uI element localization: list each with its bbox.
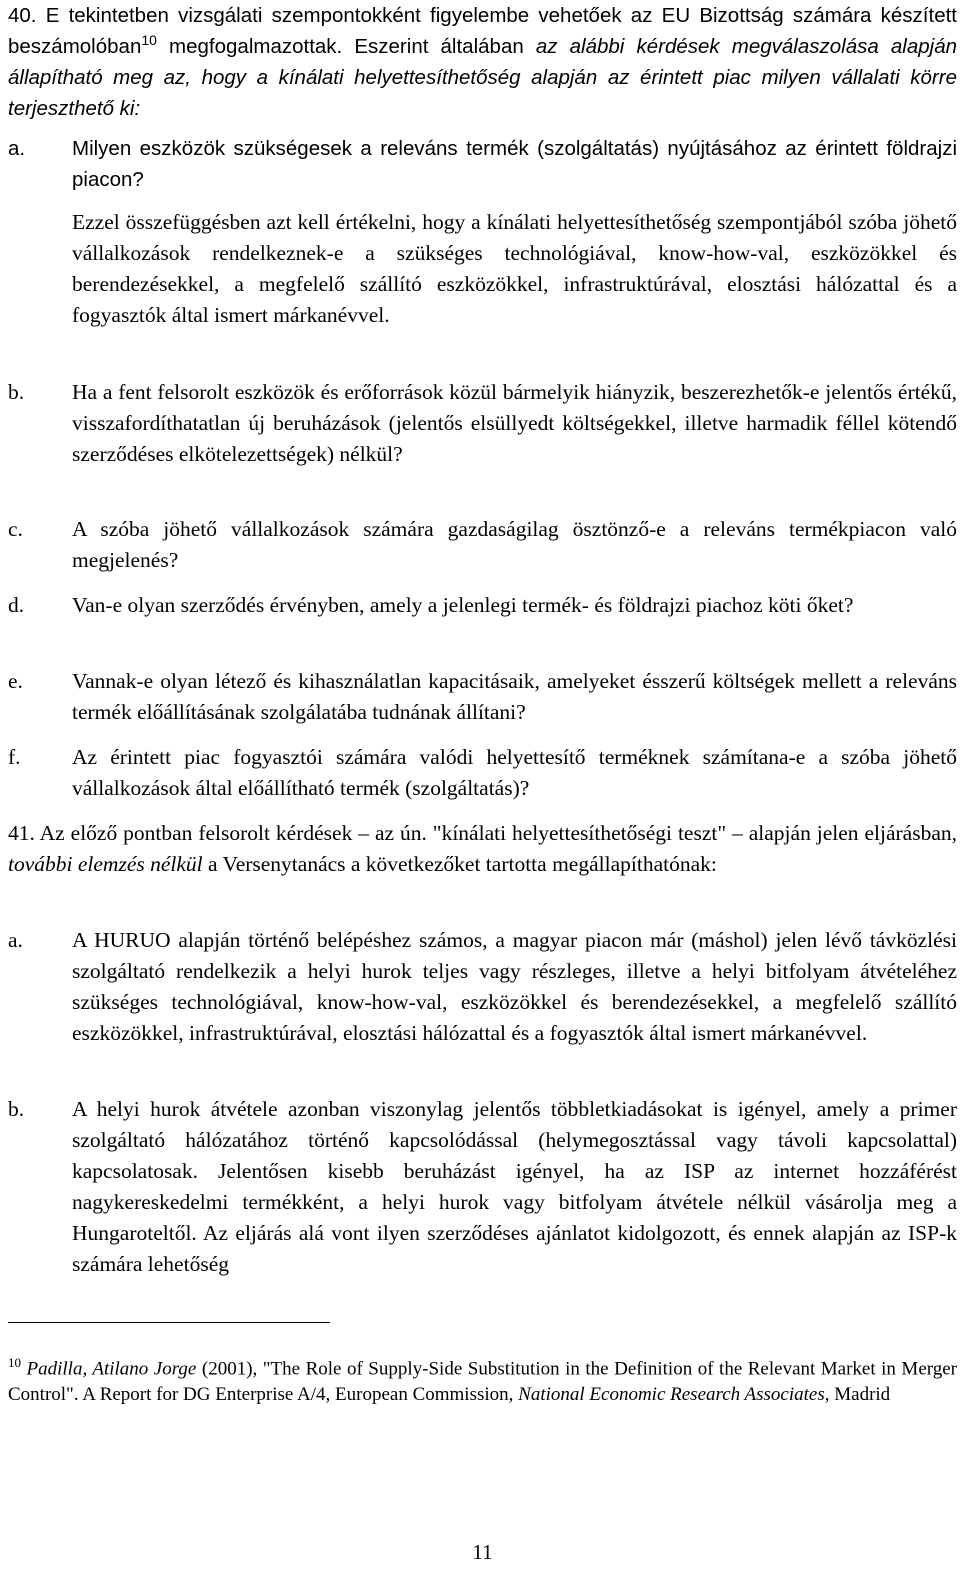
list-item [8, 1094, 957, 1280]
list-item-note: Ezzel összefüggésben azt kell értékelni, hogy a kínálati helyettesíthetőség szempontjából szóba jöhető vállalkozások rendelkeznek-e a szükséges technológiával, know-how-val, eszközökkel és berendezésekkel, a megfelelő szállító eszközökkel, infrastruktúrával, elosztási hálózattal és a fogyasztók által ismert márkanévvel. [72, 210, 957, 327]
paragraph-40 [8, 0, 957, 124]
footnote-text: (2001), "The Role of Supply-Side Substitution in the Definition of the Relevant Market in Merger Control". A Report for DG Enterprise A/4, European Commission, [8, 1358, 958, 1406]
paragraph-text: E tekintetben vizsgálati szempontokként figyelembe vehetőek az EU Bizottság számára készített beszámolóban [8, 4, 957, 58]
list-item-label: e. [8, 669, 23, 693]
list-item [8, 925, 957, 1049]
list-item-label: a. [8, 928, 23, 952]
paragraph-number: 41. [8, 821, 35, 845]
footnote-author: Padilla, Atilano Jorge [26, 1358, 197, 1380]
paragraph-italic-text: az alábbi kérdések megválaszolása alapján állapítható meg az, hogy a kínálati helyettesíthetőség alapján az érintett piac milyen vállalati körre terjeszthető ki: [8, 35, 958, 120]
footnote-number: 10 [8, 1355, 21, 1370]
list-item-text: A HURUO alapján történő belépéshez számos, a magyar piacon már (máshol) jelen lévő távközlési szolgáltató rendelkezik a helyi hurok teljes vagy részleges, illetve a helyi bitfolyam átvételéhez szükséges technológiával, know-how-val, eszközökkel és berendezésekkel, a megfelelő szállító eszközökkel, infrastruktúrával, elosztási hálózattal és a fogyasztók által ismert márkanévvel. [72, 928, 957, 1045]
list-item-text: Az érintett piac fogyasztói számára valódi helyettesítő terméknek számítana-e a szóba jöhető vállalkozások által előállítható termék (szolgáltatás)? [72, 745, 957, 800]
list-item-label: b. [8, 380, 25, 404]
paragraph-text: a Versenytanács a következőket tartotta megállapíthatónak: [202, 852, 717, 876]
list-item-label: c. [8, 517, 23, 541]
list-item [8, 742, 957, 804]
list-item-label: b. [8, 1097, 25, 1121]
list-item [8, 666, 957, 728]
footnote-reference[interactable]: 10 [141, 32, 157, 49]
paragraph-text: megfogalmazottak. Eszerint általában [156, 35, 536, 58]
footnote-text: , Madrid [824, 1384, 891, 1406]
paragraph-italic-text: további elemzés nélkül [8, 852, 203, 876]
list-item-text: Van-e olyan szerződés érvényben, amely a jelenlegi termék- és földrajzi piachoz köti őket? [72, 593, 854, 617]
footnote [8, 1350, 957, 1408]
footnote-italic-text: National Economic Research Associates [518, 1384, 825, 1406]
paragraph-text: Az előző pontban felsorolt kérdések – az ún. "kínálati helyettesíthetőségi teszt" – alapján jelen eljárásban, [39, 821, 957, 845]
list-item-label: a. [8, 137, 26, 160]
list-item-text: Milyen eszközök szükségesek a releváns termék (szolgáltatás) nyújtásához az érintett földrajzi piacon? [72, 137, 957, 191]
list-item [8, 133, 957, 195]
list-item [8, 590, 957, 621]
list-item-label: f. [8, 745, 21, 769]
list-item [8, 514, 957, 576]
list-item-text: Vannak-e olyan létező és kihasználatlan kapacitásaik, amelyeket ésszerű költségek mellett a releváns termék előállításának szolgálatába tudnának állítani? [72, 669, 957, 724]
list-item-text: A helyi hurok átvétele azonban viszonylag jelentős többletkiadásokat is igényel, amely a primer szolgáltató hálózatához történő kapcsolódással (helymegosztással vagy távoli kapcsolattal) kapcsolatosak. Jelentősen kisebb beruházást igényel, ha az ISP az internet hozzáférést nagykereskedelmi termékként, a helyi hurok vagy bitfolyam átvétele nélkül vásárolja meg a Hungaroteltől. Az eljárás alá vont ilyen szerződéses ajánlatot kidolgozott, és ennek alapján az ISP-k számára lehetőség [72, 1097, 957, 1276]
paragraph-number: 40. [8, 4, 37, 27]
paragraph-41 [8, 818, 957, 880]
page-number: 11 [472, 1540, 493, 1564]
list-item-text: Ha a fent felsorolt eszközök és erőforrások közül bármelyik hiányzik, beszerezhetők-e jelentős értékű, visszafordíthatatlan új beruházások (jelentős elsüllyedt költségekkel, illetve harmadik féllel kötendő szerződéses elkötelezettségek) nélkül? [72, 380, 957, 466]
list-item-text: A szóba jöhető vállalkozások számára gazdaságilag ösztönző-e a releváns termékpiacon való megjelenés? [72, 517, 957, 572]
list-item [8, 377, 957, 470]
footnote-separator [8, 1322, 330, 1323]
list-item-label: d. [8, 593, 25, 617]
